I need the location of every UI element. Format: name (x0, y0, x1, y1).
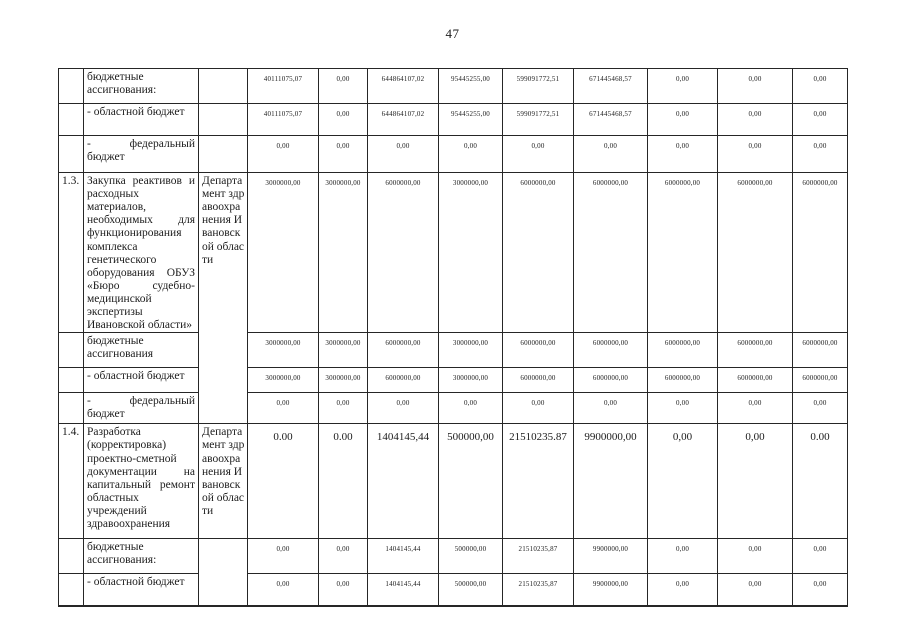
value-cell: 0,00 (793, 136, 848, 173)
value-cell: 6000000,00 (574, 368, 648, 393)
value-cell: 6000000,00 (368, 333, 439, 368)
value-cell: 0,00 (793, 104, 848, 136)
value-cell: 0,00 (718, 136, 793, 173)
value-cell: 6000000,00 (793, 333, 848, 368)
budget-table (58, 68, 848, 607)
value-cell: 0,00 (718, 539, 793, 574)
value-cell: 3000000,00 (319, 173, 368, 333)
page-number: 47 (445, 26, 460, 41)
value-cell: 0,00 (648, 424, 718, 539)
value-cell: 1404145,44 (368, 424, 439, 539)
description-cell: бюджетные ассигнования: (84, 69, 199, 104)
row-number-cell (59, 368, 84, 393)
value-cell: 6000000,00 (648, 333, 718, 368)
value-cell: 6000000,00 (793, 173, 848, 333)
description-cell: - областной бюджет (84, 104, 199, 136)
value-cell: 0,00 (248, 393, 319, 424)
value-cell: 3000000,00 (439, 333, 503, 368)
description-cell: бюджетные ассигнования: (84, 539, 199, 574)
value-cell: 3000000,00 (439, 368, 503, 393)
description-cell: - федеральный бюджет (84, 393, 199, 424)
value-cell: 21510235,87 (503, 539, 574, 574)
department-cell: Департамент здравоохранения Ивановской области (199, 424, 248, 539)
value-cell: 0.00 (319, 424, 368, 539)
value-cell: 0,00 (248, 574, 319, 606)
row-number-cell (59, 539, 84, 574)
value-cell: 671445468,57 (574, 104, 648, 136)
value-cell: 21510235.87 (503, 424, 574, 539)
department-cell (199, 539, 248, 606)
value-cell: 0,00 (648, 539, 718, 574)
value-cell: 6000000,00 (718, 333, 793, 368)
value-cell: 0,00 (368, 136, 439, 173)
row-number-cell (59, 393, 84, 424)
value-cell: 0,00 (793, 574, 848, 606)
value-cell: 6000000,00 (368, 173, 439, 333)
value-cell: 6000000,00 (648, 173, 718, 333)
value-cell: 6000000,00 (574, 173, 648, 333)
value-cell: 1404145,44 (368, 539, 439, 574)
budget-table-body (59, 69, 848, 606)
value-cell: 0,00 (319, 393, 368, 424)
value-cell: 21510235,87 (503, 574, 574, 606)
row-number-cell (59, 333, 84, 368)
value-cell: 1404145,44 (368, 574, 439, 606)
value-cell: 0,00 (718, 574, 793, 606)
table-row (59, 104, 848, 136)
value-cell: 0,00 (319, 136, 368, 173)
value-cell: 500000,00 (439, 539, 503, 574)
row-number-cell: 1.3. (59, 173, 84, 333)
value-cell: 0,00 (319, 69, 368, 104)
table-row (59, 173, 848, 333)
value-cell: 500000,00 (439, 574, 503, 606)
value-cell: 6000000,00 (793, 368, 848, 393)
value-cell: 95445255,00 (439, 104, 503, 136)
value-cell: 0,00 (368, 393, 439, 424)
description-cell: - областной бюджет (84, 368, 199, 393)
value-cell: 0,00 (648, 574, 718, 606)
value-cell: 599091772,51 (503, 69, 574, 104)
value-cell: 500000,00 (439, 424, 503, 539)
value-cell: 6000000,00 (503, 368, 574, 393)
value-cell: 644864107,02 (368, 69, 439, 104)
value-cell: 0,00 (319, 574, 368, 606)
value-cell: 0,00 (648, 69, 718, 104)
value-cell: 0,00 (718, 424, 793, 539)
value-cell: 0,00 (248, 136, 319, 173)
table-row (59, 424, 848, 539)
table-row (59, 368, 848, 393)
table-row (59, 393, 848, 424)
row-number-cell (59, 104, 84, 136)
value-cell: 0,00 (248, 539, 319, 574)
value-cell: 40111075,07 (248, 104, 319, 136)
value-cell: 0,00 (793, 539, 848, 574)
description-cell: бюджетные ассигнования (84, 333, 199, 368)
value-cell: 6000000,00 (718, 173, 793, 333)
department-cell: Департамент здравоохранения Ивановской области (199, 173, 248, 424)
value-cell: 6000000,00 (648, 368, 718, 393)
value-cell: 9900000,00 (574, 424, 648, 539)
value-cell: 6000000,00 (503, 333, 574, 368)
value-cell: 40111075,07 (248, 69, 319, 104)
value-cell: 3000000,00 (248, 333, 319, 368)
table-row (59, 539, 848, 574)
value-cell: 0,00 (793, 393, 848, 424)
value-cell: 599091772,51 (503, 104, 574, 136)
table-row (59, 574, 848, 606)
row-number-cell (59, 69, 84, 104)
table-row (59, 69, 848, 104)
value-cell: 0,00 (574, 393, 648, 424)
value-cell: 0,00 (793, 69, 848, 104)
value-cell: 0,00 (718, 393, 793, 424)
description-cell: Разработка (корректировка) проектно-сметной документации на капитальный ремонт областных учреждений здравоохранения (84, 424, 199, 539)
value-cell: 9900000,00 (574, 574, 648, 606)
department-cell (199, 69, 248, 104)
value-cell: 3000000,00 (248, 173, 319, 333)
value-cell: 0,00 (718, 69, 793, 104)
value-cell: 3000000,00 (439, 173, 503, 333)
value-cell: 6000000,00 (503, 173, 574, 333)
department-cell (199, 136, 248, 173)
row-number-cell (59, 136, 84, 173)
value-cell: 3000000,00 (319, 368, 368, 393)
row-number-cell (59, 574, 84, 606)
value-cell: 6000000,00 (574, 333, 648, 368)
value-cell: 0,00 (503, 136, 574, 173)
value-cell: 9900000,00 (574, 539, 648, 574)
value-cell: 95445255,00 (439, 69, 503, 104)
value-cell: 0,00 (439, 136, 503, 173)
value-cell: 0,00 (503, 393, 574, 424)
value-cell: 0.00 (248, 424, 319, 539)
description-cell: Закупка реактивов и расходных материалов, необходимых для функционирования комплекса генетического оборудования ОБУЗ «Бюро судебно-медицинской экспертизы Ивановской области» (84, 173, 199, 333)
value-cell: 6000000,00 (718, 368, 793, 393)
value-cell: 644864107,02 (368, 104, 439, 136)
value-cell: 6000000,00 (368, 368, 439, 393)
department-cell (199, 104, 248, 136)
value-cell: 0.00 (793, 424, 848, 539)
table-row (59, 136, 848, 173)
value-cell: 0,00 (648, 136, 718, 173)
value-cell: 0,00 (648, 104, 718, 136)
table-row (59, 333, 848, 368)
description-cell: - федеральный бюджет (84, 136, 199, 173)
value-cell: 0,00 (439, 393, 503, 424)
value-cell: 0,00 (574, 136, 648, 173)
value-cell: 0,00 (648, 393, 718, 424)
value-cell: 0,00 (718, 104, 793, 136)
value-cell: 3000000,00 (319, 333, 368, 368)
value-cell: 0,00 (319, 539, 368, 574)
value-cell: 3000000,00 (248, 368, 319, 393)
value-cell: 671445468,57 (574, 69, 648, 104)
description-cell: - областной бюджет (84, 574, 199, 606)
value-cell: 0,00 (319, 104, 368, 136)
row-number-cell: 1.4. (59, 424, 84, 539)
